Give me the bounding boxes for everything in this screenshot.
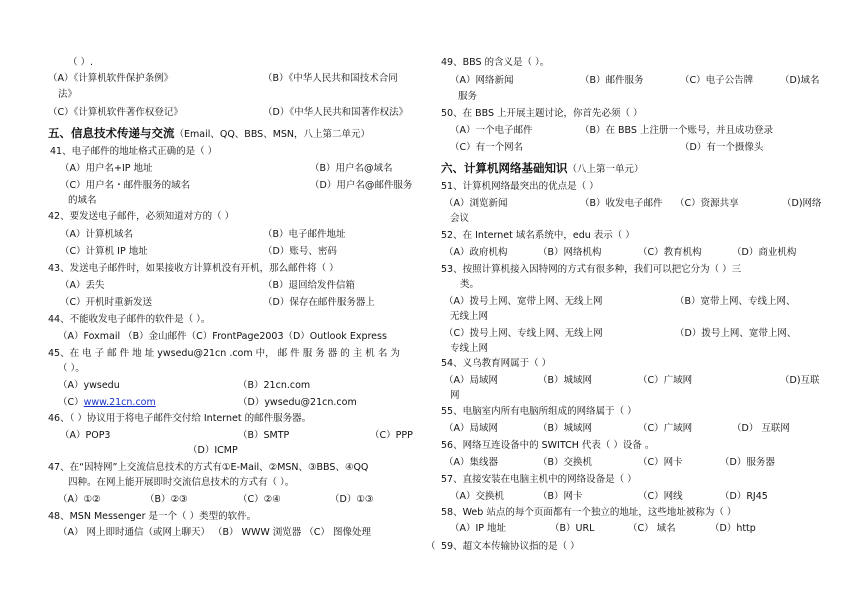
q58-stem: 58、Web 站点的每个页面都有一个独立的地址，这些地址被称为（ ） [441, 507, 737, 518]
section-6-heading [441, 161, 644, 177]
q49-option-b: （B）邮件服务 [580, 75, 644, 86]
q55-option-d: （D） 互联网 [732, 423, 790, 434]
q50-option-b: （B）在 BBS 上注册一个账号，并且成功登录 [580, 125, 773, 136]
q52-option-b: （B）网络机构 [538, 247, 602, 258]
q57-option-b: （B）网卡 [538, 491, 583, 502]
q54-option-d-cont: 网 [450, 390, 460, 401]
q53-option-d: （D）拨号上网、宽带上网、 [675, 328, 797, 339]
q52-stem: 52、在 Internet 域名系统中，edu 表示（ ） [441, 230, 635, 241]
q51-option-a: （A）浏览新闻 [444, 198, 508, 209]
q56-option-b: （B）交换机 [538, 457, 593, 468]
q47-stem-cont: 四种。在网上能开展即时交流信息技术的方式有（ ）。 [68, 477, 295, 488]
q55-option-c: （C）广域网 [638, 423, 693, 434]
q56-option-a: （A）集线器 [444, 457, 498, 468]
q43-option-c: （C）开机时重新发送 [60, 297, 153, 308]
q45-stem-cont: （ ）。 [58, 363, 85, 374]
q41-option-d-cont: 的域名 [68, 195, 97, 206]
q40-option-a: （A）《计算机软件保护条例》 [48, 73, 174, 84]
q49-option-a: （A）网络新闻 [450, 75, 514, 86]
q45-option-d: （D）ywsedu@21cn.com [238, 397, 357, 408]
q43-stem: 43、发送电子邮件时，如果接收方计算机没有开机，那么邮件将（ ） [48, 263, 339, 274]
q41-option-c: （C）用户名・邮件服务的域名 [60, 180, 191, 191]
q57-option-c: （C）网线 [638, 491, 683, 502]
q53-option-b: （B）宽带上网、专线上网、 [675, 296, 796, 307]
q56-stem: 56、网络互连设备中的 SWITCH 代表（ ）设备 。 [441, 440, 655, 451]
q47-option-d: （D）①③ [330, 494, 374, 505]
q58-option-b: （B）URL [550, 523, 595, 534]
q54-option-c: （C）广域网 [638, 375, 693, 386]
q54-stem: 54、义乌教育网属于（ ） [441, 358, 552, 369]
q44-options: （A）Foxmail （B）金山邮件（C）FrontPage2003（D）Outlook Express [58, 331, 387, 342]
q41-option-a: （A）用户名+IP 地址 [60, 163, 153, 174]
q53-option-a: （A）拨号上网、宽带上网、无线上网 [444, 296, 603, 307]
q58-option-d: （D）http [710, 523, 756, 534]
q53-option-c: （C）拨号上网、专线上网、无线上网 [444, 328, 603, 339]
q55-option-a: （A）局域网 [444, 423, 498, 434]
q50-stem: 50、在 BBS 上开展主题讨论，你首先必须（ ） [441, 108, 643, 119]
q45-option-c [58, 396, 156, 410]
q50-option-d: （D）有一个摄像头 [680, 142, 764, 153]
q42-option-a: （A）计算机域名 [60, 229, 133, 240]
q54-option-b: （B）城域网 [538, 375, 593, 386]
q59-stray-paren: （ [426, 541, 436, 552]
q51-stem: 51、计算机网络最突出的优点是（ ） [441, 181, 599, 192]
q56-option-d: （D）服务器 [720, 457, 775, 468]
q51-option-c: （C）资源共享 [675, 198, 739, 209]
q45-option-c-link[interactable]: www.21cn.com [83, 397, 156, 408]
q56-option-c: （C）网卡 [638, 457, 683, 468]
q49-option-d: （D)域名 [780, 75, 820, 86]
q47-option-b: （B）②③ [145, 494, 188, 505]
q46-option-a: （A）POP3 [60, 430, 111, 441]
q54-option-a: （A）局域网 [444, 375, 498, 386]
q42-option-c: （C）计算机 IP 地址 [60, 246, 148, 257]
q49-option-c: （C）电子公告牌 [680, 75, 754, 86]
q43-option-b: （B）退回给发件信箱 [263, 280, 356, 291]
q45-option-a: （A）ywsedu [58, 380, 120, 391]
q40-option-b: （B）《中华人民共和国技术合同 [263, 73, 398, 84]
q41-option-d: （D）用户名@邮件服务 [310, 180, 413, 191]
q40-stem-tail: （ ）. [68, 57, 94, 68]
q42-option-d: （D）账号、密码 [263, 246, 337, 257]
section-5-heading [48, 126, 370, 142]
q52-option-c: （C）教育机构 [638, 247, 702, 258]
q47-option-c: （C）②④ [238, 494, 281, 505]
q49-option-d-cont: 服务 [458, 91, 478, 102]
q52-option-a: （A）政府机构 [444, 247, 508, 258]
q50-option-c: （C）有一个网名 [450, 142, 524, 153]
q43-option-a: （A）丢失 [60, 280, 105, 291]
q46-option-c: （C）PPP [370, 430, 413, 441]
section-5-subtitle: （Email、QQ、BBS、MSN，八上第二单元） [174, 129, 371, 140]
q47-option-a: （A）①② [58, 494, 101, 505]
q45-option-b: （B）21cn.com [238, 380, 311, 391]
q57-option-a: （A）交换机 [450, 491, 504, 502]
q46-option-b: （B）SMTP [238, 430, 290, 441]
q51-option-b: （B）收发电子邮件 [580, 198, 663, 209]
q52-option-d: （D）商业机构 [732, 247, 797, 258]
section-5-title: 五、信息技术传递与交流 [48, 126, 175, 140]
q41-option-b: （B）用户名@域名 [310, 163, 393, 174]
q57-stem: 57、直接安装在电脑主机中的网络设备是（ ） [441, 474, 637, 485]
q40-option-d: （D）《中华人民共和国著作权法》 [263, 107, 409, 118]
q55-stem: 55、电脑室内所有电脑所组成的网络属于（ ） [441, 406, 637, 417]
q55-option-b: （B）城域网 [538, 423, 593, 434]
q53-option-d-cont: 专线上网 [450, 343, 489, 354]
q45-option-c-label: （C） [58, 397, 84, 408]
q40-option-b-cont: 法》 [58, 89, 78, 100]
q59-stem: 59、超文本传输协议指的是（ ） [441, 541, 580, 552]
q53-option-b-cont: 无线上网 [450, 311, 489, 322]
q46-stem: 46、（ ）协议用于将电子邮件交付给 Internet 的邮件服务器。 [48, 413, 312, 424]
q44-stem: 44、不能收发电子邮件的软件是（ ）。 [48, 314, 211, 325]
q43-option-d: （D）保存在邮件服务器上 [263, 297, 375, 308]
q48-options: （A） 网上即时通信（或网上聊天） （B） WWW 浏览器 （C） 图像处理 [58, 527, 371, 538]
section-6-title: 六、计算机网络基础知识 [441, 161, 568, 175]
q46-option-d: （D）ICMP [188, 445, 238, 456]
q53-stem: 53、按照计算机接入因特网的方式有很多种，我们可以把它分为（ ）三 [441, 264, 742, 275]
q40-option-c: （C）《计算机软件著作权登记》 [48, 107, 183, 118]
q48-stem: 48、MSN Messenger 是一个（ ）类型的软件。 [48, 511, 257, 522]
q58-option-a: （A）IP 地址 [450, 523, 507, 534]
q51-option-d: （D)网络 [782, 198, 822, 209]
q49-stem: 49、BBS 的含义是（ ）。 [441, 57, 550, 68]
q45-stem: 45、在 电 子 邮 件 地 址 ywsedu@21cn .com 中， 邮 件 服 务 器 的 主 机 名 为 [48, 348, 400, 359]
q57-option-d: （D）RJ45 [720, 491, 768, 502]
q53-stem-cont: 类。 [460, 279, 480, 290]
q54-option-d: （D)互联 [780, 375, 820, 386]
q58-option-c: （C） 域名 [628, 523, 676, 534]
q50-option-a: （A）一个电子邮件 [450, 125, 533, 136]
q42-option-b: （B）电子邮件地址 [263, 229, 346, 240]
q41-stem: 41、电子邮件的地址格式正确的是（ ） [50, 146, 218, 157]
q42-stem: 42、要发送电子邮件，必须知道对方的（ ） [48, 211, 235, 222]
section-6-subtitle: （八上第一单元） [567, 164, 644, 175]
q51-option-d-cont: 会议 [450, 213, 470, 224]
q47-stem: 47、在“因特网”上交流信息技术的方式有①E-Mail、②MSN、③BBS、④QQ [48, 462, 369, 473]
